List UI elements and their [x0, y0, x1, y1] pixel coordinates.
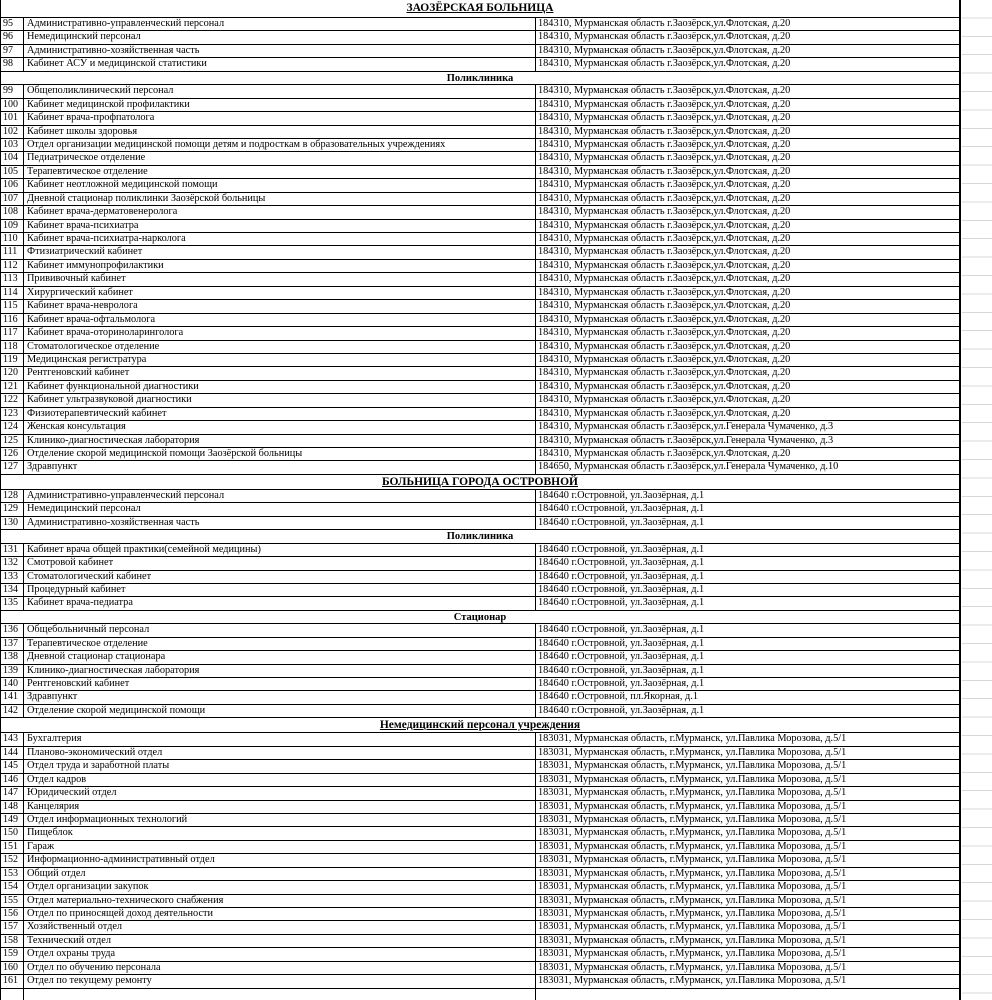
table-row	[1, 407, 959, 420]
department-name-cell: Рентгеновский кабинет	[24, 678, 536, 690]
table-row	[1, 516, 959, 529]
address-cell: 183031, Мурманская область, г.Мурманск, ул.Павлика Морозова, д.5/1	[538, 733, 847, 745]
row-number-cell: 142	[1, 705, 24, 717]
table-row	[1, 57, 959, 70]
address-cell: 184310, Мурманская область г.Заозёрск,ул.Флотская, д.20	[538, 340, 791, 352]
row-number-cell: 103	[1, 139, 24, 151]
department-name-cell: Кабинет школы здоровья	[24, 126, 536, 138]
table-row	[1, 690, 959, 703]
address-cell: 184310, Мурманская область г.Заозёрск,ул.Флотская, д.20	[538, 300, 791, 312]
table-row	[1, 596, 959, 609]
table-row	[1, 853, 959, 866]
row-number-cell: 155	[1, 895, 24, 907]
address-cell: 184640 г.Островной, ул.Заозёрная, д.1	[538, 503, 705, 515]
row-number-cell: 109	[1, 220, 24, 232]
department-name-cell: Отдел организации медицинской помощи детям и подросткам в образовательных учреждениях	[24, 139, 536, 151]
department-name-cell: Канцелярия	[24, 801, 536, 813]
department-name-cell: Кабинет АСУ и медицинской статистики	[24, 58, 536, 70]
department-name-cell: Педиатрическое отделение	[24, 152, 536, 164]
department-name-cell: Хирургический кабинет	[24, 287, 536, 299]
row-number-cell: 104	[1, 152, 24, 164]
address-cell: 184310, Мурманская область г.Заозёрск,ул.Флотская, д.20	[538, 380, 791, 392]
table-row	[1, 299, 959, 312]
row-number-cell: 157	[1, 921, 24, 933]
address-cell: 184310, Мурманская область г.Заозёрск,ул.Флотская, д.20	[538, 273, 791, 285]
table-row	[1, 353, 959, 366]
address-cell: 183031, Мурманская область, г.Мурманск, ул.Павлика Морозова, д.5/1	[538, 746, 847, 758]
table-row	[1, 151, 959, 164]
department-name-cell: Кабинет неотложной медицинской помощи	[24, 179, 536, 191]
address-cell: 183031, Мурманская область, г.Мурманск, ул.Павлика Морозова, д.5/1	[538, 921, 847, 933]
department-name-cell: Бухгалтерия	[24, 733, 536, 745]
row-number-cell: 143	[1, 733, 24, 745]
row-number-cell: 138	[1, 651, 24, 663]
row-number-cell: 118	[1, 341, 24, 353]
table-row	[1, 623, 959, 636]
empty-partial-row	[1, 988, 959, 1000]
row-number-cell: 141	[1, 691, 24, 703]
table-row	[1, 974, 959, 987]
address-cell: 184310, Мурманская область г.Заозёрск,ул.Флотская, д.20	[538, 138, 791, 150]
table-row	[1, 583, 959, 596]
address-cell: 184310, Мурманская область г.Заозёрск,ул.Флотская, д.20	[538, 367, 791, 379]
department-name-cell: Клинико-диагностическая лаборатория	[24, 435, 536, 447]
address-cell: 183031, Мурманская область, г.Мурманск, ул.Павлика Морозова, д.5/1	[538, 948, 847, 960]
table-row	[1, 232, 959, 245]
table-row	[1, 340, 959, 353]
address-cell: 184310, Мурманская область г.Заозёрск,ул.Флотская, д.20	[538, 286, 791, 298]
department-name-cell: Кабинет врача общей практики(семейной медицины)	[24, 544, 536, 556]
table-row	[1, 420, 959, 433]
table-row	[1, 245, 959, 258]
address-cell: 183031, Мурманская область, г.Мурманск, ул.Павлика Морозова, д.5/1	[538, 800, 847, 812]
row-number-cell: 122	[1, 394, 24, 406]
address-cell: 184640 г.Островной, ул.Заозёрная, д.1	[538, 704, 705, 716]
department-name-cell: Процедурный кабинет	[24, 584, 536, 596]
table-row	[1, 746, 959, 759]
row-number-cell: 124	[1, 421, 24, 433]
department-name-cell: Смотровой кабинет	[24, 557, 536, 569]
address-cell: 184310, Мурманская область г.Заозёрск,ул.Флотская, д.20	[538, 407, 791, 419]
row-number-cell: 135	[1, 597, 24, 609]
address-cell: 183031, Мурманская область, г.Мурманск, ул.Павлика Морозова, д.5/1	[538, 827, 847, 839]
row-number-cell: 97	[1, 45, 24, 57]
row-number-cell: 131	[1, 544, 24, 556]
row-number-cell: 115	[1, 300, 24, 312]
row-number-cell: 144	[1, 747, 24, 759]
department-name-cell: Кабинет иммунопрофилактики	[24, 260, 536, 272]
address-cell: 184310, Мурманская область г.Заозёрск,ул.Флотская, д.20	[538, 31, 791, 43]
row-number-cell: 154	[1, 881, 24, 893]
department-name-cell: Отдел по обучению персонала	[24, 962, 536, 974]
row-number-cell: 161	[1, 975, 24, 987]
address-cell: 184310, Мурманская область г.Заозёрск,ул.Флотская, д.20	[538, 98, 791, 110]
table-row	[1, 460, 959, 473]
table-row	[1, 826, 959, 839]
row-number-cell: 116	[1, 314, 24, 326]
address-cell: 184640 г.Островной, ул.Заозёрная, д.1	[538, 516, 705, 528]
department-name-cell: Отдел труда и заработной платы	[24, 760, 536, 772]
address-cell: 184310, Мурманская область г.Заозёрск,ул.Флотская, д.20	[538, 85, 791, 97]
address-cell: 183031, Мурманская область, г.Мурманск, ул.Павлика Морозова, д.5/1	[538, 975, 847, 987]
address-cell: 183031, Мурманская область, г.Мурманск, ул.Павлика Морозова, д.5/1	[538, 760, 847, 772]
row-number-cell: 145	[1, 760, 24, 772]
department-name-cell: Административно-управленческий персонал	[24, 490, 536, 502]
table-row	[1, 840, 959, 853]
section-title: Немедицинский персонал учреждения	[1, 717, 959, 732]
address-cell: 184640 г.Островной, ул.Заозёрная, д.1	[538, 543, 705, 555]
address-cell: 183031, Мурманская область, г.Мурманск, ул.Павлика Морозова, д.5/1	[538, 961, 847, 973]
address-cell: 184640 г.Островной, ул.Заозёрная, д.1	[538, 651, 705, 663]
table-row	[1, 543, 959, 556]
department-name-cell: Терапевтическое отделение	[24, 166, 536, 178]
department-name-cell: Терапевтическое отделение	[24, 638, 536, 650]
subsection-header: Поликлиника	[1, 529, 959, 542]
address-cell: 184650, Мурманская область г.Заозёрск,ул.Генерала Чумаченко, д.10	[538, 461, 839, 473]
table-row	[1, 17, 959, 30]
address-cell: 184310, Мурманская область г.Заозёрск,ул.Флотская, д.20	[538, 192, 791, 204]
table-row	[1, 880, 959, 893]
department-name-cell: Технический отдел	[24, 935, 536, 947]
table-row	[1, 326, 959, 339]
row-number-cell: 96	[1, 31, 24, 43]
department-name-cell: Женская консультация	[24, 421, 536, 433]
department-name-cell: Стоматологическое отделение	[24, 341, 536, 353]
department-name-cell: Информационно-административный отдел	[24, 854, 536, 866]
department-name-cell: Рентгеновский кабинет	[24, 367, 536, 379]
department-name-cell: Физиотерапевтический кабинет	[24, 408, 536, 420]
address-cell: 184310, Мурманская область г.Заозёрск,ул.Флотская, д.20	[538, 125, 791, 137]
table-row	[1, 947, 959, 960]
table-row	[1, 773, 959, 786]
table-row	[1, 259, 959, 272]
address-cell: 184640 г.Островной, ул.Заозёрная, д.1	[538, 637, 705, 649]
department-name-cell: Отдел организации закупок	[24, 881, 536, 893]
table-row	[1, 84, 959, 97]
row-number-cell: 150	[1, 827, 24, 839]
department-name-cell: Прививочный кабинет	[24, 273, 536, 285]
department-name-cell: Отдел по текущему ремонту	[24, 975, 536, 987]
department-name-cell: Кабинет функциональной диагностики	[24, 381, 536, 393]
table-row	[1, 165, 959, 178]
table-row	[1, 286, 959, 299]
row-number-cell: 105	[1, 166, 24, 178]
row-number-cell: 110	[1, 233, 24, 245]
row-number-cell: 113	[1, 273, 24, 285]
address-cell: 184640 г.Островной, ул.Заозёрная, д.1	[538, 583, 705, 595]
department-name-cell: Медицинская регистратура	[24, 354, 536, 366]
table-row	[1, 650, 959, 663]
table-row	[1, 704, 959, 717]
table-row	[1, 961, 959, 974]
table-row	[1, 489, 959, 502]
department-name-cell: Кабинет ультразвуковой диагностики	[24, 394, 536, 406]
table-row	[1, 219, 959, 232]
row-number-cell: 121	[1, 381, 24, 393]
department-name-cell	[24, 989, 536, 1000]
address-cell: 184310, Мурманская область г.Заозёрск,ул.Флотская, д.20	[538, 327, 791, 339]
department-name-cell: Фтизиатрический кабинет	[24, 246, 536, 258]
address-cell: 184640 г.Островной, ул.Заозёрная, д.1	[538, 557, 705, 569]
table-row	[1, 502, 959, 515]
department-name-cell: Административно-хозяйственная часть	[24, 517, 536, 529]
address-cell: 184310, Мурманская область г.Заозёрск,ул.Флотская, д.20	[538, 353, 791, 365]
empty-gridlines-area	[962, 0, 992, 1000]
table-row	[1, 556, 959, 569]
department-name-cell: Отдел информационных технологий	[24, 814, 536, 826]
section-title: БОЛЬНИЦА ГОРОДА ОСТРОВНОЙ	[1, 474, 959, 489]
address-cell: 184640 г.Островной, пл.Якорная, д.1	[538, 691, 699, 703]
row-number-cell	[1, 989, 24, 1000]
row-number-cell: 149	[1, 814, 24, 826]
section-title: ЗАОЗЁРСКАЯ БОЛЬНИЦА	[406, 2, 554, 14]
table-row	[1, 570, 959, 583]
department-name-cell: Отдел по приносящей доход деятельности	[24, 908, 536, 920]
address-cell: 184310, Мурманская область г.Заозёрск,ул.Флотская, д.20	[538, 44, 791, 56]
department-name-cell: Немедицинский персонал	[24, 31, 536, 43]
row-number-cell: 160	[1, 962, 24, 974]
department-name-cell: Административно-управленческий персонал	[24, 18, 536, 30]
table-row	[1, 313, 959, 326]
department-name-cell: Кабинет врача-офтальмолога	[24, 314, 536, 326]
table-row	[1, 111, 959, 124]
address-cell: 184310, Мурманская область г.Заозёрск,ул.Флотская, д.20	[538, 448, 791, 459]
department-name-cell: Отделение скорой медицинской помощи	[24, 705, 536, 717]
department-name-cell: Дневной стационар поликлинки Заозёрской больницы	[24, 193, 536, 205]
row-number-cell: 114	[1, 287, 24, 299]
address-cell: 184310, Мурманская область г.Заозёрск,ул.Флотская, д.20	[538, 58, 791, 70]
row-number-cell: 156	[1, 908, 24, 920]
address-cell: 183031, Мурманская область, г.Мурманск, ул.Павлика Морозова, д.5/1	[538, 934, 847, 946]
department-name-cell: Юридический отдел	[24, 787, 536, 799]
department-name-cell: Пищеблок	[24, 827, 536, 839]
row-number-cell: 152	[1, 854, 24, 866]
department-name-cell: Клинико-диагностическая лаборатория	[24, 665, 536, 677]
department-name-cell: Здравпункт	[24, 691, 536, 703]
row-number-cell: 102	[1, 126, 24, 138]
table-row	[1, 125, 959, 138]
department-name-cell: Стоматологический кабинет	[24, 571, 536, 583]
department-name-cell: Административно-хозяйственная часть	[24, 45, 536, 57]
department-name-cell: Отдел материально-технического снабжения	[24, 895, 536, 907]
address-cell: 183031, Мурманская область, г.Мурманск, ул.Павлика Морозова, д.5/1	[538, 894, 847, 906]
department-name-cell: Кабинет врача-педиатра	[24, 597, 536, 609]
table-row	[1, 366, 959, 379]
row-number-cell: 111	[1, 246, 24, 258]
row-number-cell: 130	[1, 517, 24, 529]
row-number-cell: 127	[1, 461, 24, 473]
address-cell	[536, 989, 959, 1000]
address-cell: 184310, Мурманская область г.Заозёрск,ул.Флотская, д.20	[538, 179, 791, 191]
row-number-cell: 117	[1, 327, 24, 339]
table-row	[1, 434, 959, 447]
table-row	[1, 867, 959, 880]
row-number-cell: 132	[1, 557, 24, 569]
address-cell: 184640 г.Островной, ул.Заозёрная, д.1	[538, 678, 705, 689]
row-number-cell: 148	[1, 801, 24, 813]
department-name-cell: Кабинет врача-дерматовенеролога	[24, 206, 536, 218]
row-number-cell: 128	[1, 490, 24, 502]
table-row	[1, 138, 959, 151]
row-number-cell: 129	[1, 503, 24, 515]
address-cell: 184310, Мурманская область г.Заозёрск,ул.Флотская, д.20	[538, 112, 791, 124]
address-cell: 184310, Мурманская область г.Заозёрск,ул.Флотская, д.20	[538, 165, 791, 177]
table-row	[1, 637, 959, 650]
row-number-cell: 100	[1, 99, 24, 111]
row-number-cell: 133	[1, 571, 24, 583]
address-cell: 184310, Мурманская область г.Заозёрск,ул.Генерала Чумаченко, д.3	[538, 421, 834, 433]
row-number-cell: 107	[1, 193, 24, 205]
address-cell: 184310, Мурманская область г.Заозёрск,ул.Флотская, д.20	[538, 152, 791, 164]
row-number-cell: 98	[1, 58, 24, 70]
address-cell: 183031, Мурманская область, г.Мурманск, ул.Павлика Морозова, д.5/1	[538, 908, 847, 919]
row-number-cell: 134	[1, 584, 24, 596]
row-number-cell: 123	[1, 408, 24, 420]
address-cell: 183031, Мурманская область, г.Мурманск, ул.Павлика Морозова, д.5/1	[538, 813, 847, 825]
row-number-cell: 95	[1, 18, 24, 30]
row-number-cell: 120	[1, 367, 24, 379]
table-row	[1, 98, 959, 111]
row-number-cell: 106	[1, 179, 24, 191]
address-cell: 184310, Мурманская область г.Заозёрск,ул.Генерала Чумаченко, д.3	[538, 434, 834, 446]
table-row	[1, 192, 959, 205]
row-number-cell: 151	[1, 841, 24, 853]
department-name-cell: Здравпункт	[24, 461, 536, 473]
row-number-cell: 99	[1, 85, 24, 97]
department-name-cell: Общеполиклинический персонал	[24, 85, 536, 97]
table-row	[1, 447, 959, 460]
department-name-cell: Дневной стационар стационара	[24, 651, 536, 663]
table-row	[1, 920, 959, 933]
department-name-cell: Кабинет врача-психиатра	[24, 220, 536, 232]
address-cell: 184310, Мурманская область г.Заозёрск,ул.Флотская, д.20	[538, 394, 791, 406]
address-cell: 183031, Мурманская область, г.Мурманск, ул.Павлика Морозова, д.5/1	[538, 773, 847, 785]
department-name-cell: Отделение скорой медицинской помощи Заозёрской больницы	[24, 448, 536, 460]
address-cell: 184310, Мурманская область г.Заозёрск,ул.Флотская, д.20	[538, 219, 791, 231]
row-number-cell: 126	[1, 448, 24, 460]
table-row	[1, 664, 959, 677]
subsection-header: Поликлиника	[1, 71, 959, 84]
row-number-cell: 147	[1, 787, 24, 799]
address-cell: 183031, Мурманская область, г.Мурманск, ул.Павлика Морозова, д.5/1	[538, 840, 847, 852]
row-number-cell: 146	[1, 774, 24, 786]
row-number-cell: 119	[1, 354, 24, 366]
address-cell: 184640 г.Островной, ул.Заозёрная, д.1	[538, 664, 705, 676]
table-row	[1, 272, 959, 285]
address-cell: 184310, Мурманская область г.Заозёрск,ул.Флотская, д.20	[538, 313, 791, 325]
address-cell: 184640 г.Островной, ул.Заозёрная, д.1	[538, 597, 705, 609]
department-name-cell: Планово-экономический отдел	[24, 747, 536, 759]
table-row	[1, 44, 959, 57]
table-row	[1, 393, 959, 406]
row-number-cell: 101	[1, 112, 24, 124]
row-number-cell: 112	[1, 260, 24, 272]
row-number-cell: 136	[1, 624, 24, 636]
table-row	[1, 800, 959, 813]
department-name-cell: Общий отдел	[24, 868, 536, 880]
table-row	[1, 759, 959, 772]
department-name-cell: Хозяйственный отдел	[24, 921, 536, 933]
subsection-header: Стационар	[1, 610, 959, 623]
row-number-cell: 158	[1, 935, 24, 947]
address-cell: 184310, Мурманская область г.Заозёрск,ул.Флотская, д.20	[538, 259, 791, 271]
row-number-cell: 153	[1, 868, 24, 880]
department-name-cell: Кабинет врача-психиатра-нарколога	[24, 233, 536, 245]
department-name-cell: Отдел кадров	[24, 774, 536, 786]
table-row	[1, 907, 959, 920]
department-name-cell: Гараж	[24, 841, 536, 853]
table-row	[1, 786, 959, 799]
table-row	[1, 813, 959, 826]
department-name-cell: Отдел охраны труда	[24, 948, 536, 960]
row-number-cell: 108	[1, 206, 24, 218]
address-cell: 184310, Мурманская область г.Заозёрск,ул.Флотская, д.20	[538, 206, 791, 218]
table-row	[1, 178, 959, 191]
address-cell: 183031, Мурманская область, г.Мурманск, ул.Павлика Морозова, д.5/1	[538, 881, 847, 893]
table-row	[1, 894, 959, 907]
table-row	[1, 732, 959, 745]
table-row	[1, 934, 959, 947]
department-name-cell: Кабинет врача-профпатолога	[24, 112, 536, 124]
row-number-cell: 159	[1, 948, 24, 960]
address-cell: 184310, Мурманская область г.Заозёрск,ул.Флотская, д.20	[538, 233, 791, 244]
table-row	[1, 380, 959, 393]
row-number-cell: 137	[1, 638, 24, 650]
address-cell: 184640 г.Островной, ул.Заозёрная, д.1	[538, 624, 705, 636]
table-row	[1, 30, 959, 43]
row-number-cell: 125	[1, 435, 24, 447]
address-cell: 184640 г.Островной, ул.Заозёрная, д.1	[538, 570, 705, 582]
department-name-cell: Немедицинский персонал	[24, 503, 536, 515]
address-cell: 184640 г.Островной, ул.Заозёрная, д.1	[538, 489, 705, 501]
department-name-cell: Общебольничный персонал	[24, 624, 536, 636]
department-name-cell: Кабинет врача-оториноларинголога	[24, 327, 536, 339]
address-cell: 183031, Мурманская область, г.Мурманск, ул.Павлика Морозова, д.5/1	[538, 854, 847, 866]
table-row	[1, 677, 959, 690]
row-number-cell: 139	[1, 665, 24, 677]
address-cell: 184310, Мурманская область г.Заозёрск,ул.Флотская, д.20	[538, 18, 791, 29]
address-cell: 184310, Мурманская область г.Заозёрск,ул.Флотская, д.20	[538, 246, 791, 258]
address-cell: 183031, Мурманская область, г.Мурманск, ул.Павлика Морозова, д.5/1	[538, 787, 847, 799]
row-number-cell: 140	[1, 678, 24, 690]
department-name-cell: Кабинет медицинской профилактики	[24, 99, 536, 111]
table-row	[1, 205, 959, 218]
department-name-cell: Кабинет врача-невролога	[24, 300, 536, 312]
address-cell: 183031, Мурманская область, г.Мурманск, ул.Павлика Морозова, д.5/1	[538, 867, 847, 879]
